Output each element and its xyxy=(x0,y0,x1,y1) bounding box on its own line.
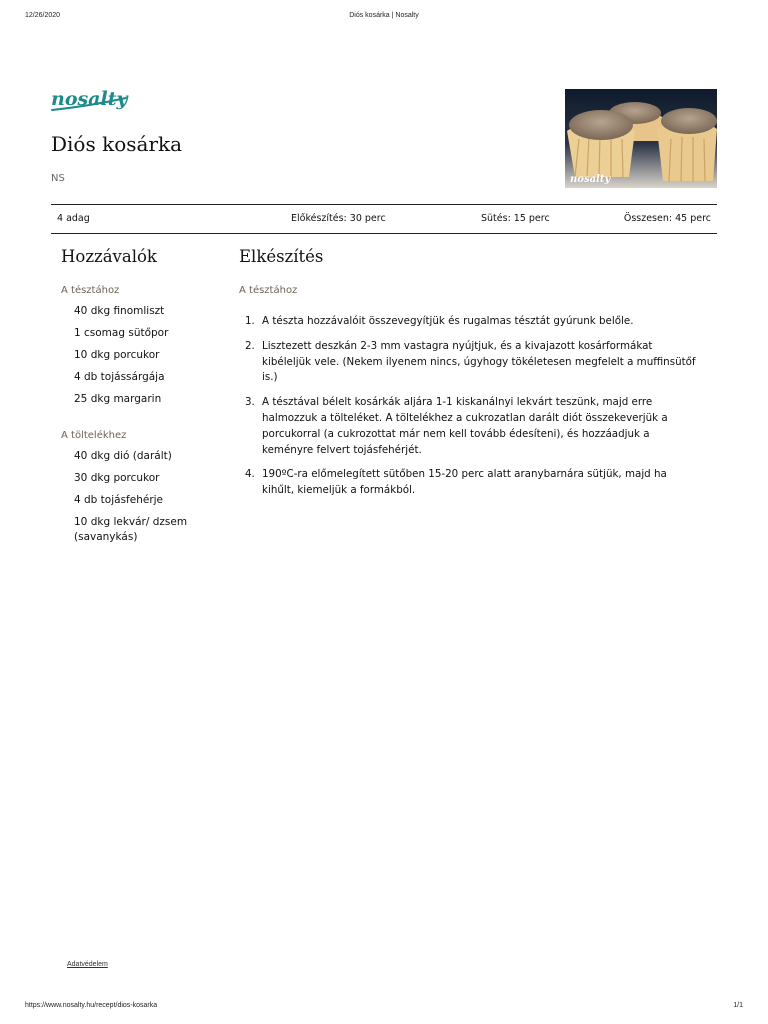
step-number: 4. xyxy=(245,468,255,481)
recipe-title: Diós kosárka xyxy=(51,132,183,156)
method-step xyxy=(239,395,699,458)
method-steps xyxy=(239,314,699,499)
logo-wordmark: nosalty xyxy=(51,88,128,110)
recipe-meta-bar xyxy=(51,204,717,234)
step-text: A tészta hozzávalóit összevegyítjük és rugalmas tésztát gyúrunk belőle. xyxy=(262,315,634,327)
ingredient-item: 4 db tojássárgája xyxy=(74,371,165,383)
prep-time: Előkészítés: 30 perc xyxy=(291,213,386,224)
ingredient-item: 40 dkg dió (darált) xyxy=(74,449,172,462)
ingredients-section xyxy=(61,247,226,552)
method-section xyxy=(239,247,699,508)
step-text: A tésztával bélelt kosárkák aljára 1-1 kiskanálnyi lekvárt teszünk, majd erre halmozzuk a tölteléket. A töltelékhez a cukrozatlan darált diót összekeverjük a porcukorral (a cukrozottat már nem kell tovább édesíteni), és hozzáadjuk a keményre felvert tojásfehérjét. xyxy=(262,396,668,456)
print-url: https://www.nosalty.hu/recept/dios-kosarka xyxy=(25,1002,158,1009)
method-step xyxy=(239,339,699,386)
ingredient-item: 10 dkg porcukor xyxy=(74,349,160,361)
step-number: 3. xyxy=(245,396,255,409)
total-time: Összesen: 45 perc xyxy=(623,213,711,224)
ingredient-item: 10 dkg lekvár/ dzsem (savanykás) xyxy=(74,515,188,543)
ingredient-group-label: A töltelékhez xyxy=(61,429,127,441)
ingredient-list xyxy=(61,304,226,408)
ingredient-item: 4 db tojásfehérje xyxy=(74,493,164,506)
ingredient-item: 40 dkg finomliszt xyxy=(74,305,165,317)
bake-time: Sütés: 15 perc xyxy=(481,213,550,224)
print-date: 12/26/2020 xyxy=(25,12,61,19)
privacy-link[interactable]: Adatvédelem xyxy=(67,961,108,968)
ingredient-item: 30 dkg porcukor xyxy=(74,471,160,484)
method-step xyxy=(239,314,699,330)
ingredient-item: 25 dkg margarin xyxy=(74,393,162,405)
step-text: Lisztezett deszkán 2-3 mm vastagra nyújtjuk, és a kivajazott kosárformákat kibéleljük vele. (Nekem ilyenem nincs, úgyhogy tökéletesen megfelelt a muffinsütőf is.) xyxy=(262,339,696,384)
ingredient-group-label: A tésztához xyxy=(61,285,120,296)
ingredient-item: 1 csomag sütőpor xyxy=(74,327,169,339)
method-group-label: A tésztához xyxy=(239,285,298,296)
ingredients-heading: Hozzávalók xyxy=(61,247,157,266)
print-doc-title: Diós kosárka | Nosalty xyxy=(349,12,419,19)
recipe-photo xyxy=(565,89,717,188)
nosalty-logo-mark xyxy=(50,84,130,114)
step-text: 190ºC-ra előmelegített sütőben 15-20 perc alatt aranybarnára sütjük, majd ha kihűlt, kiemeljük a formákból. xyxy=(262,468,667,497)
method-step xyxy=(239,467,699,499)
step-number: 2. xyxy=(245,339,255,352)
print-footer xyxy=(0,1002,768,1012)
step-number: 1. xyxy=(245,315,255,327)
servings: 4 adag xyxy=(57,213,90,224)
recipe-author[interactable]: NS xyxy=(51,173,65,184)
print-header xyxy=(0,12,768,22)
print-page-number: 1/1 xyxy=(733,1002,743,1009)
image-watermark: nosalty xyxy=(570,174,611,185)
nosalty-logo[interactable] xyxy=(50,84,130,114)
method-heading: Elkészítés xyxy=(239,247,324,266)
ingredient-list xyxy=(61,449,226,546)
